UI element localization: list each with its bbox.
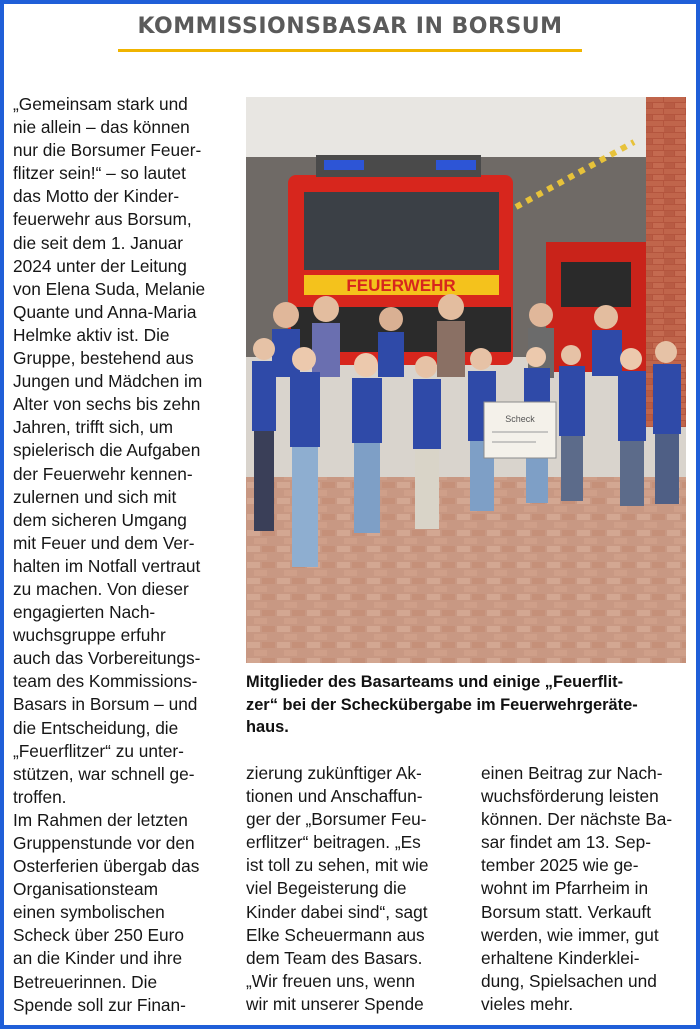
headline-underline xyxy=(118,49,582,52)
article-column-2: zierung zukünftiger Ak- tionen und Anschaffun- ger der „Borsumer Feu- erflitzer“ beitragen. „Es ist toll zu sehen, mit wie viel Begeisterung die Kinder dabei sind“, sagt Elke Scheuermann aus dem Team des Basars. „Wir freuen uns, wenn wir mit unserer Spende xyxy=(246,763,429,1014)
article-column-1: „Gemeinsam stark und nie allein – das können nur die Borsumer Feuer- flitzer sein!“ – so lautet das Motto der Kinder- feuerwehr aus Borsum, die seit dem 1. Januar 2024 unter der Leitung von Elena Suda, Melanie Quante und Anna-Maria Helmke aktiv ist. Die Gruppe, bestehend aus Jungen und Mädchen im Alter von sechs bis zehn Jahren, trifft sich, um spielerisch die Aufgaben der Feuerwehr kennen- zulernen und sich mit dem sicheren Umgang mit Feuer und dem Ver- halten im Notfall vertraut zu machen. Von dieser engagierten Nach- wuchsgruppe erfuhr auch das Vorbereitungs- team des Kommissions- Basars in Borsum – und die Entscheidung, die „Feuerflitzer“ zu unter- stützen, war schnell ge- troffen. Im Rahmen der letzten Gruppenstunde vor den Osterferien übergab das Organisationsteam einen symbolischen Scheck über 250 Euro an die Kinder und ihre Betreuerinnen. Die Spende soll zur Finan- xyxy=(13,94,206,1015)
donation-cheque xyxy=(484,402,556,458)
group-photo xyxy=(246,97,686,663)
photo-caption: Mitglieder des Basarteams und einige „Feuerflit- zer“ bei der Scheckübergabe im Feuerwehrgeräte- haus. xyxy=(246,673,638,736)
cheque-label: Scheck xyxy=(505,414,535,424)
truck-lettering: FEUERWEHR xyxy=(346,276,456,295)
group-photo-illustration xyxy=(246,97,686,663)
article-column-3: einen Beitrag zur Nach- wuchsförderung leisten können. Der nächste Ba- sar findet am 13. Sep- tember 2025 wie ge- wohnt im Pfarrheim in Borsum statt. Verkauft werden, wie immer, gut erhaltene Kinderklei- dung, Spielsachen und vieles mehr. xyxy=(481,763,673,1014)
article-headline: KOMMISSIONSBASAR IN BORSUM xyxy=(137,14,563,39)
